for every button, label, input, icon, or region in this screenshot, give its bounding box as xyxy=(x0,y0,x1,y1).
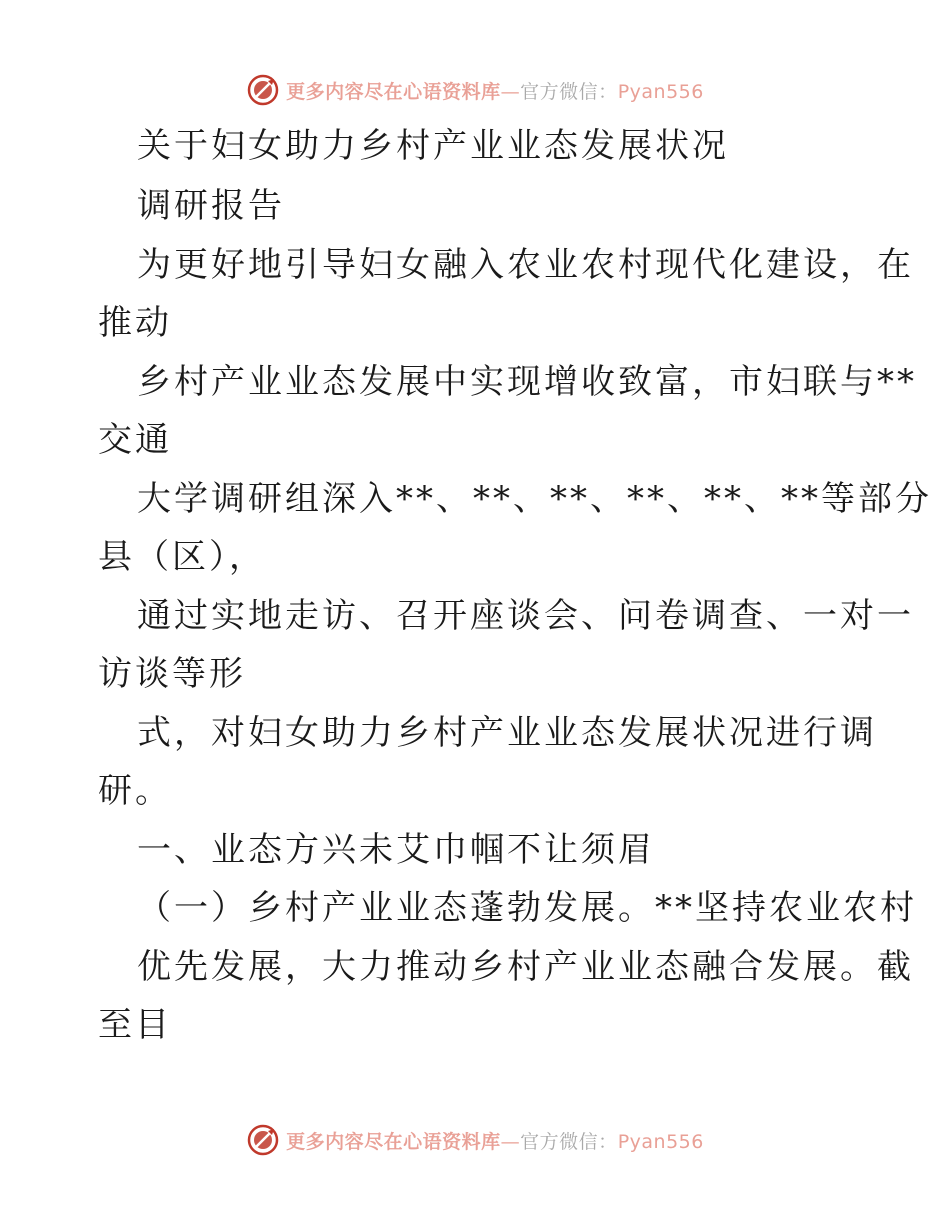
watermark-dash: — xyxy=(500,1130,521,1153)
doc-paragraph-line: 推动 xyxy=(98,303,172,343)
doc-paragraph-line: 式，对妇女助力乡村产业业态发展状况进行调 xyxy=(137,713,877,753)
doc-section-heading: 一、业态方兴未艾巾帼不让须眉 xyxy=(137,830,655,870)
footer-watermark xyxy=(0,1120,950,1160)
doc-title-line-2: 调研报告 xyxy=(137,186,285,226)
brand-logo-icon xyxy=(246,1123,280,1157)
watermark-official-label: 官方微信： xyxy=(520,80,618,103)
doc-subsection-line: （一）乡村产业业态蓬勃发展。**坚持农业农村 xyxy=(137,888,917,928)
brand-logo-icon xyxy=(246,73,280,107)
doc-paragraph-line: 交通 xyxy=(98,420,172,460)
header-watermark xyxy=(0,70,950,110)
doc-paragraph-line: 大学调研组深入**、**、**、**、**、**等部分 xyxy=(137,479,932,519)
doc-paragraph-line: 研。 xyxy=(98,771,172,811)
doc-title-line-1: 关于妇女助力乡村产业业态发展状况 xyxy=(137,126,729,166)
watermark-wechat-id: Pyan556 xyxy=(617,80,704,103)
watermark-text: 更多内容尽在心语资料库 xyxy=(286,80,501,103)
doc-paragraph-line: 优先发展，大力推动乡村产业业态融合发展。截 xyxy=(137,947,914,987)
doc-paragraph-line: 为更好地引导妇女融入农业农村现代化建设，在 xyxy=(137,245,914,285)
watermark-wechat-id: Pyan556 xyxy=(617,1130,704,1153)
watermark-dash: — xyxy=(500,80,521,103)
watermark-text: 更多内容尽在心语资料库 xyxy=(286,1130,501,1153)
doc-paragraph-line: 县（区）， xyxy=(98,537,266,577)
doc-paragraph-line: 乡村产业业态发展中实现增收致富，市妇联与** xyxy=(137,362,917,402)
watermark-official-label: 官方微信： xyxy=(520,1130,618,1153)
doc-paragraph-line: 访谈等形 xyxy=(98,654,246,694)
doc-paragraph-line: 至目 xyxy=(98,1005,172,1045)
doc-paragraph-line: 通过实地走访、召开座谈会、问卷调查、一对一 xyxy=(137,596,914,636)
